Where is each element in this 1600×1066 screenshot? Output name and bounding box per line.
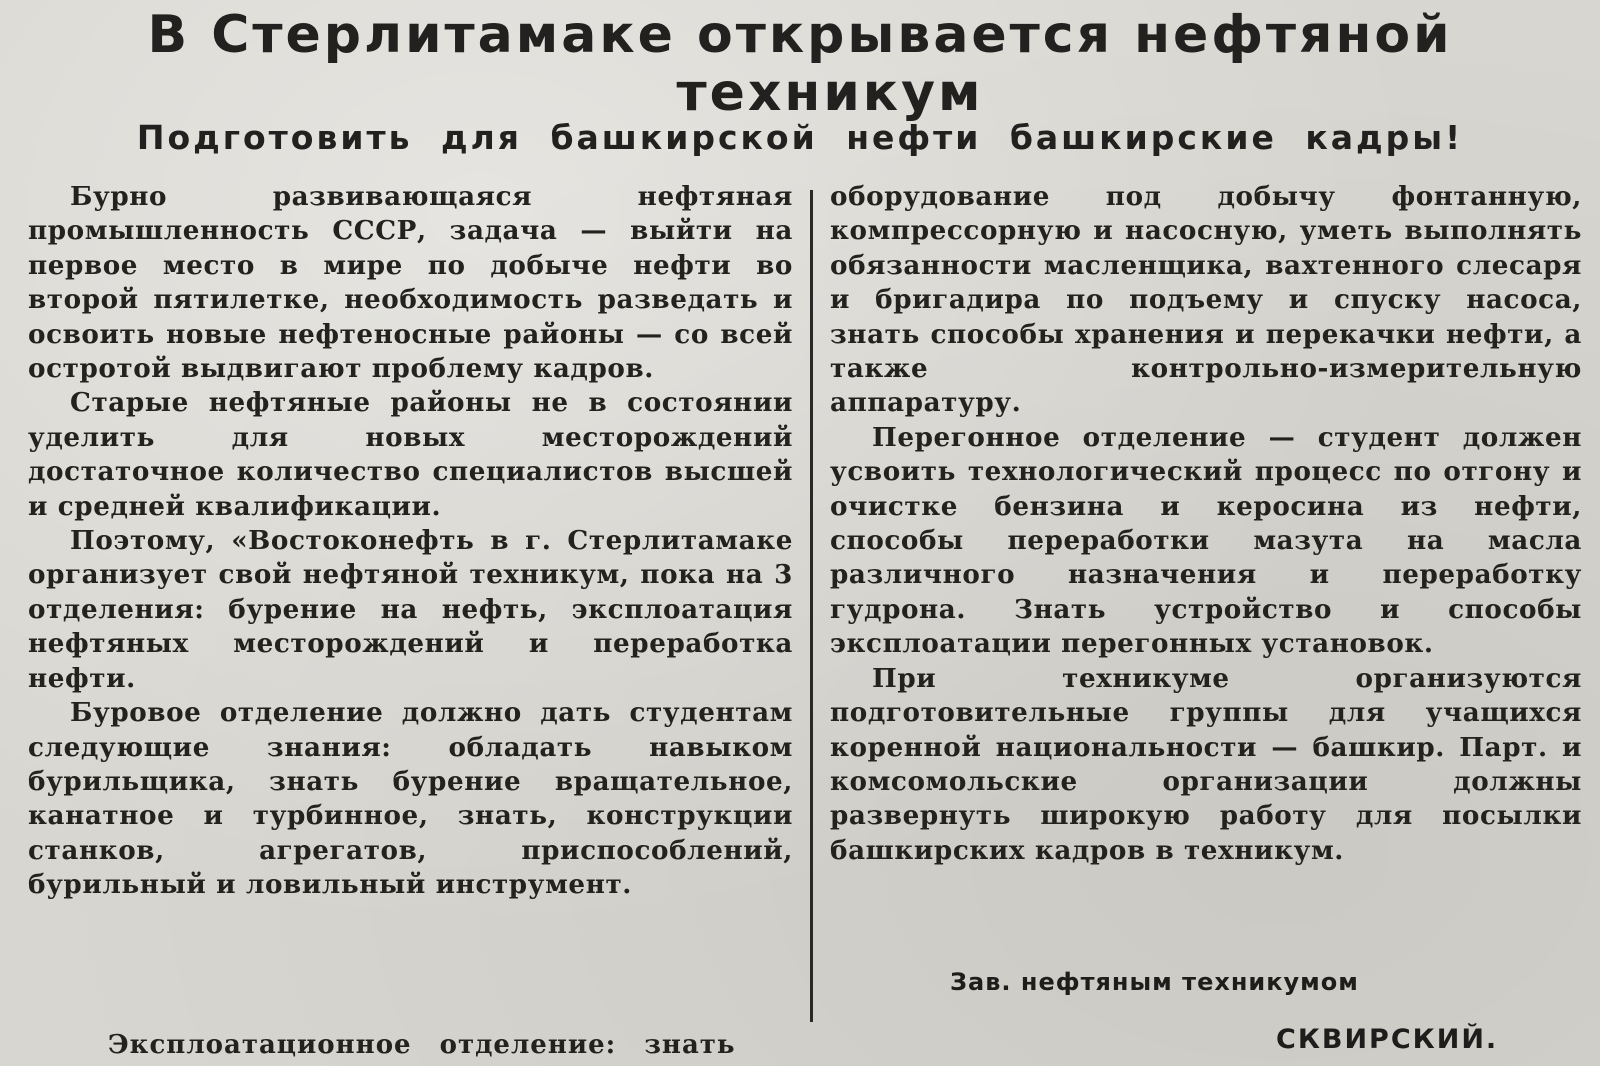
paragraph: оборудование под добычу фонтанную, компрессорную и насосную, уметь выполнять обязанности масленщика, вахтенного слесаря и бригадира по подъему и спуску насоса, знать способы хранения и перекачки нефти, а также контрольно-измерительную аппаратуру.: [830, 181, 1582, 419]
paragraph: Поэтому, «Востоконефть в г. Стерлитамаке организует свой нефтяной техникум, пока на 3 отделения: бурение на нефть, эксплоатация нефтяных месторождений и переработка нефти.: [28, 525, 793, 694]
signature-title: Зав. нефтяным техникумом: [950, 968, 1359, 996]
paragraph: Бурно развивающаяся нефтяная промышленность СССР, задача — выйти на первое место в мире по добыче нефти во второй пятилетке, необходимость разведать и освоить новые нефтеносные районы — со всей остротой выдвигают проблему кадров.: [28, 181, 793, 385]
paragraph: Перегонное отделение — студент должен усвоить технологический процесс по отгону и очистке бензина и керосина из нефти, способы переработки мазута на масла различного назначения и переработку гудрона. Знать устройство и способы эксплоатации перегонных установок.: [830, 421, 1582, 660]
paragraph: Старые нефтяные районы не в состоянии уделить для новых месторождений достаточное количество специалистов высшей и средней квалификации.: [28, 387, 793, 522]
article-subheadline: Подготовить для башкирской нефти башкирские кадры!: [136, 118, 1464, 157]
paragraph: Буровое отделение должно дать студентам следующие знания: обладать навыком бурильщика, знать бурение вращательное, канатное и турбинное, знать, конструкции станков, агрегатов, приспособлений, бурильный и ловильный инструмент.: [28, 697, 793, 901]
signature-name: СКВИРСКИЙ.: [1276, 1024, 1499, 1055]
headline-line-1: В Стерлитамаке открывается нефтяной: [147, 5, 1453, 65]
headline-line-2: техникум: [676, 63, 984, 123]
left-column: [28, 180, 793, 903]
paragraph: При техникуме организуются подготовительные группы для учащихся коренной национальности — башкир. Парт. и комсомольские организации должны развернуть широкую работу для посылки башкирских кадров в техникум.: [830, 662, 1582, 866]
column-divider: [810, 190, 813, 1022]
left-column-last-line: Эксплоатационное отделение: знать: [108, 1030, 736, 1060]
article-headline: [0, 0, 1600, 122]
right-column: [830, 180, 1582, 868]
